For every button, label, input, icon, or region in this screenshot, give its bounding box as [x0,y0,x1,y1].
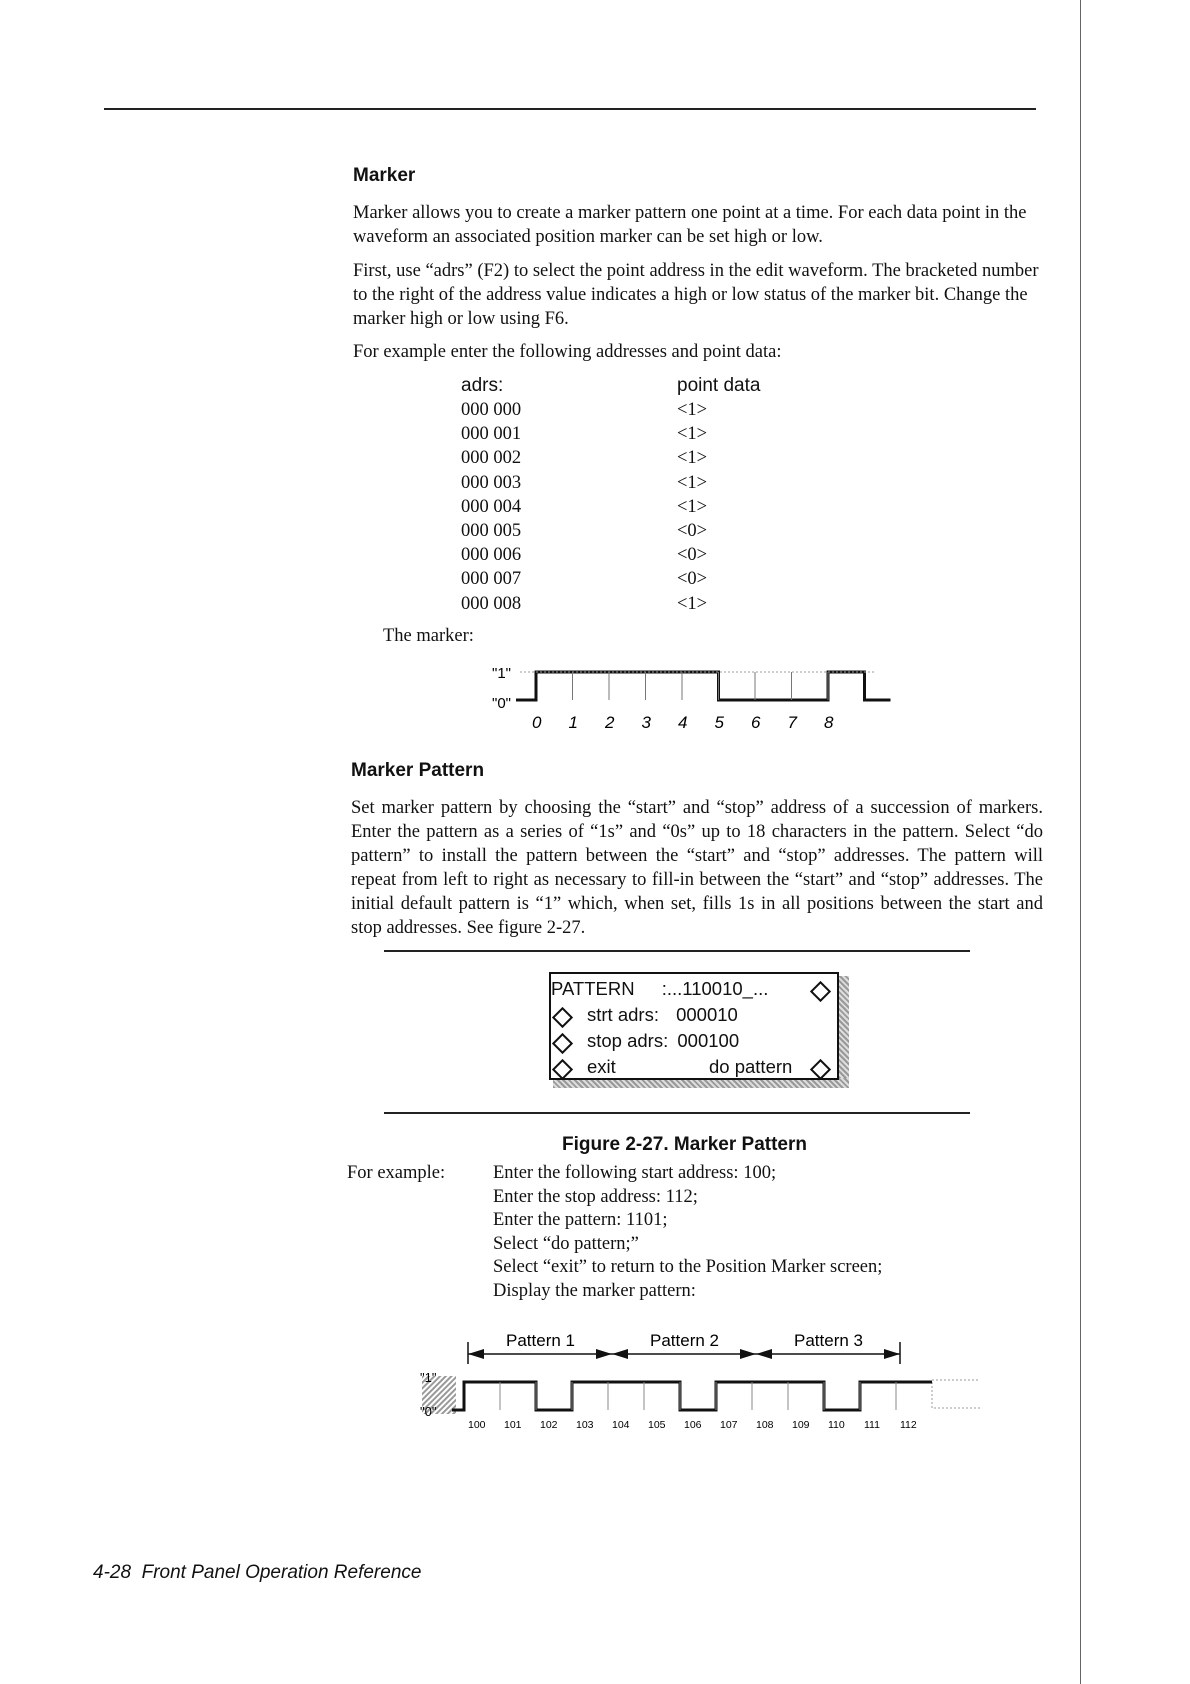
header-rule [104,108,1036,110]
menu-stop-row[interactable] [587,1028,739,1054]
menu-start-diamond-icon [552,1007,573,1028]
marker-tick-label: 3 [641,713,651,732]
marker-waveform [480,660,920,740]
arrow-right-icon [740,1349,756,1359]
pattern-tick-label: 105 [648,1419,666,1430]
marker-tick-label: 0 [532,713,542,732]
table-cell-address: 000 003 [461,472,522,493]
menu-stop-value: 000100 [677,1030,740,1051]
example-label: For example: [347,1163,446,1183]
example-step: Enter the pattern: 1101; [493,1210,668,1231]
table-cell-point-data: <1> [677,593,708,614]
menu-exit-diamond-icon [552,1059,573,1080]
pattern-tick-label: 110 [828,1419,845,1430]
marker-tick-label: 7 [787,713,797,732]
menu-start-label: strt adrs: [587,1004,659,1025]
marker-heading: Marker [353,165,416,186]
example-step: Enter the following start address: 100; [493,1163,777,1183]
table-cell-address: 000 002 [461,448,522,469]
table-cell-point-data: <0> [677,521,708,541]
table-cell-point-data: <1> [677,424,708,445]
pattern-menu [549,972,839,1080]
table-cell-address: 000 008 [461,593,522,614]
marker-tick-label: 4 [678,713,688,732]
pattern-label: Pattern 3 [794,1331,863,1350]
pattern-waveform [420,1310,980,1430]
high-level-label: "1" [420,1370,437,1385]
table-cell-point-data: <0> [677,545,708,566]
menu-pattern-diamond-icon [810,981,831,1002]
table-cell-address: 000 001 [461,424,522,445]
page-edge-line [1080,0,1081,1684]
pattern-tick-label: 104 [612,1419,630,1430]
arrow-right-icon [884,1349,900,1359]
menu-do-pattern-diamond-icon [810,1059,831,1080]
table-cell-point-data: <1> [677,472,708,493]
arrow-right-icon [596,1349,612,1359]
pattern-tick-label: 111 [864,1419,880,1430]
example-step: Enter the stop address: 112; [493,1186,698,1207]
example-steps [493,1162,882,1304]
marker-pattern-para: Set marker pattern by choosing the “start” and “stop” address of a succession of markers. Enter the pattern as a series of “1s” and “0s” up to 18 characters in the pattern. Select “do pattern” to install the pattern between the “start” and “stop” addresses. The pattern will repeat from left to right as necessary to fill-in between the “start” and “stop” addresses. The initial default pattern is “1” which, when set, fills 1s in all positions between the start and stop addresses. See figure 2-27. [351,798,1043,938]
marker-para-3: For example enter the following addresses and point data: [353,342,782,362]
menu-exit-button[interactable]: exit [587,1056,616,1077]
pattern-tick-label: 108 [756,1419,774,1430]
figure-caption: Figure 2-27. Marker Pattern [562,1134,807,1155]
table-header-point-data: point data [677,375,761,396]
pattern-tick-label: 101 [504,1419,522,1430]
table-cell-address: 000 005 [461,521,522,541]
menu-start-value: 000010 [676,1004,738,1025]
pattern-tick-label: 106 [684,1419,702,1430]
figure-top-rule [384,950,970,952]
table-cell-point-data: <1> [677,448,708,469]
pattern-tick-label: 112 [900,1419,917,1430]
arrow-left-icon [756,1349,772,1359]
table-cell-address: 000 004 [461,496,522,517]
pattern-tick-label: 100 [468,1419,486,1430]
menu-start-row[interactable] [587,1002,738,1028]
pattern-tick-label: 109 [792,1419,810,1430]
table-cell-address: 000 000 [461,400,522,420]
table-cell-point-data: <0> [677,569,708,590]
post-region-outline [932,1380,980,1408]
table-cell-address: 000 007 [461,569,522,590]
marker-para-1: Marker allows you to create a marker pattern one point at a time. For each data point in the waveform an associated position marker can be set high or low. [353,203,1027,247]
low-level-label: "0" [420,1404,437,1419]
marker-tick-label: 5 [714,713,724,732]
pattern-tick-label: 103 [576,1419,594,1430]
table-cell-point-data: <1> [677,496,708,517]
figure-bottom-rule [384,1112,970,1114]
marker-tick-label: 1 [568,713,578,732]
example-step: Select “do pattern;” [493,1233,639,1254]
marker-diagram-caption: The marker: [383,626,474,646]
marker-tick-label: 8 [824,713,834,732]
marker-pattern-heading: Marker Pattern [351,760,485,781]
table-header-adrs: adrs: [461,375,504,396]
pattern-tick-label: 107 [720,1419,738,1430]
pattern-label: Pattern 1 [506,1331,575,1350]
menu-pattern-label: PATTERN [551,978,635,999]
menu-pattern-row[interactable] [551,976,768,1002]
example-step: Select “exit” to return to the Position Marker screen; [493,1257,883,1278]
marker-tick-label: 6 [751,713,761,732]
footer-page-ref: 4-28 Front Panel Operation Reference [93,1562,422,1583]
example-step: Display the marker pattern: [493,1280,696,1301]
menu-pattern-value: :...110010_... [661,978,769,999]
marker-tick-label: 2 [605,713,615,732]
pattern-label: Pattern 2 [650,1331,719,1350]
low-level-label: "0" [492,695,511,712]
menu-stop-diamond-icon [552,1033,573,1054]
high-level-label: "1" [492,665,511,682]
pattern-tick-label: 102 [540,1419,558,1430]
menu-do-pattern-button[interactable]: do pattern [709,1056,793,1077]
menu-stop-label: stop adrs: [587,1030,669,1051]
arrow-left-icon [468,1349,484,1359]
table-cell-address: 000 006 [461,545,522,566]
marker-para-2: First, use “adrs” (F2) to select the point address in the edit waveform. The bracketed number to the right of the address value indicates a high or low status of the marker bit. Change the marker high or low using F6. [353,261,1039,329]
table-cell-point-data: <1> [677,400,708,420]
arrow-left-icon [612,1349,628,1359]
